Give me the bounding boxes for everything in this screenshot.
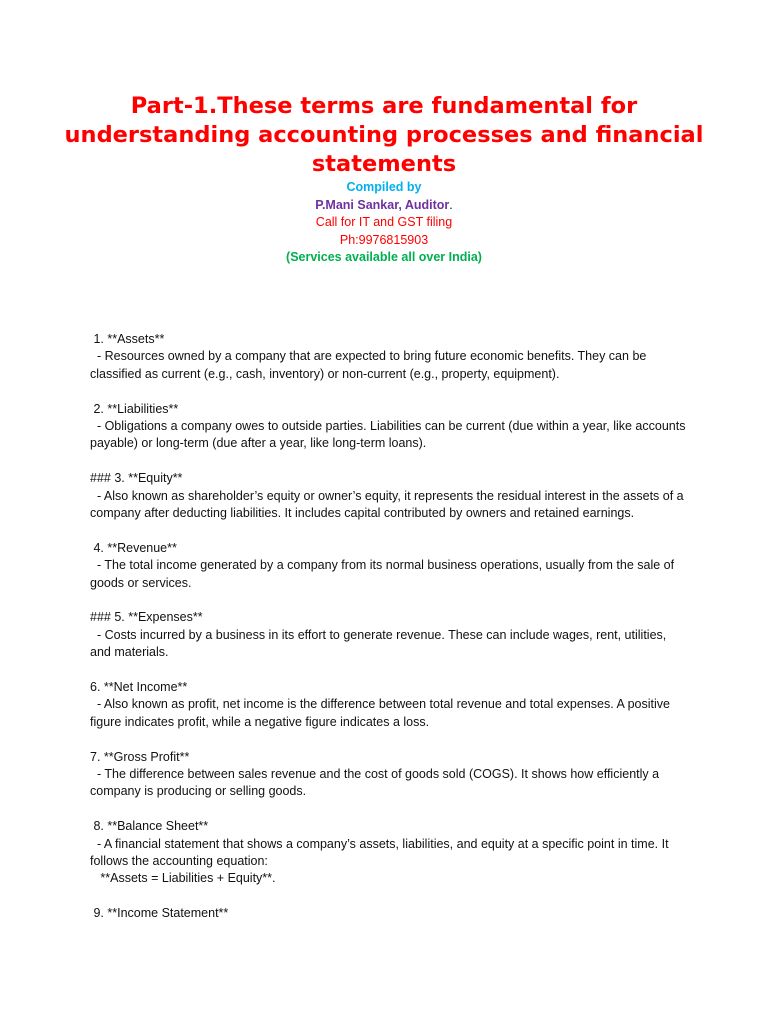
term-description: - Resources owned by a company that are expected to bring future economic benefits. They can be classified as current (e.g., cash, inventory) or non-current (e.g., property, equipment).: [90, 349, 650, 381]
term-liabilities: [90, 401, 690, 453]
term-description: - The difference between sales revenue and the cost of goods sold (COGS). It shows how efficiently a company is producing or selling goods.: [90, 767, 663, 799]
term-heading: 8. **Balance Sheet**: [90, 819, 209, 834]
author-line: [60, 197, 708, 215]
term-equity: [90, 470, 690, 522]
services-note: (Services available all over India): [286, 250, 482, 264]
term-heading: 4. **Revenue**: [90, 540, 177, 555]
term-expenses: [90, 609, 690, 661]
document-header: [60, 92, 708, 267]
document-title: Part-1.These terms are fundamental for understanding accounting processes and financial statements: [64, 93, 704, 177]
term-heading: 2. **Liabilities**: [90, 401, 179, 416]
term-description: - A financial statement that shows a company’s assets, liabilities, and equity at a specific point in time. It follows the accounting equation:: [90, 836, 673, 869]
term-heading: 6. **Net Income**: [90, 680, 188, 695]
term-description: - Also known as profit, net income is the difference between total revenue and total expenses. A positive figure indicates profit, while a negative figure indicates a loss.: [90, 697, 674, 729]
term-heading: 1. **Assets**: [90, 332, 165, 346]
term-net-income: [90, 679, 690, 731]
term-description: - Obligations a company owes to outside parties. Liabilities can be current (due within a year, like accounts payable) or long-term (due after a year, like long-term loans).: [90, 419, 689, 451]
term-balance-sheet: [90, 818, 690, 888]
term-heading: 9. **Income Statement**: [90, 906, 229, 921]
call-line: Call for IT and GST filing: [315, 215, 453, 229]
term-description: - Costs incurred by a business in its effort to generate revenue. These can include wages, rent, utilities, and materials.: [90, 627, 670, 660]
author-suffix: .: [449, 197, 453, 212]
term-description: - The total income generated by a company from its normal business operations, usually from the sale of goods or services.: [90, 558, 678, 590]
compiled-by-label: Compiled by: [346, 180, 422, 194]
term-assets: [90, 331, 690, 383]
term-income-statement: [90, 905, 690, 922]
phone-number: Ph:9976815903: [339, 232, 429, 247]
term-heading: ### 3. **Equity**: [90, 471, 183, 486]
term-gross-profit: [90, 749, 690, 801]
term-description: - Also known as shareholder’s equity or owner’s equity, it represents the residual interest in the assets of a company after deducting liabilities. It includes capital contributed by owners and retained earnings.: [90, 488, 688, 521]
term-heading: 7. **Gross Profit**: [90, 749, 190, 764]
accounting-equation: **Assets = Liabilities + Equity**.: [90, 871, 276, 886]
term-heading: ### 5. **Expenses**: [90, 610, 203, 625]
term-revenue: [90, 540, 690, 592]
author-name: P.Mani Sankar, Auditor: [315, 197, 450, 212]
terms-list: [90, 331, 690, 940]
